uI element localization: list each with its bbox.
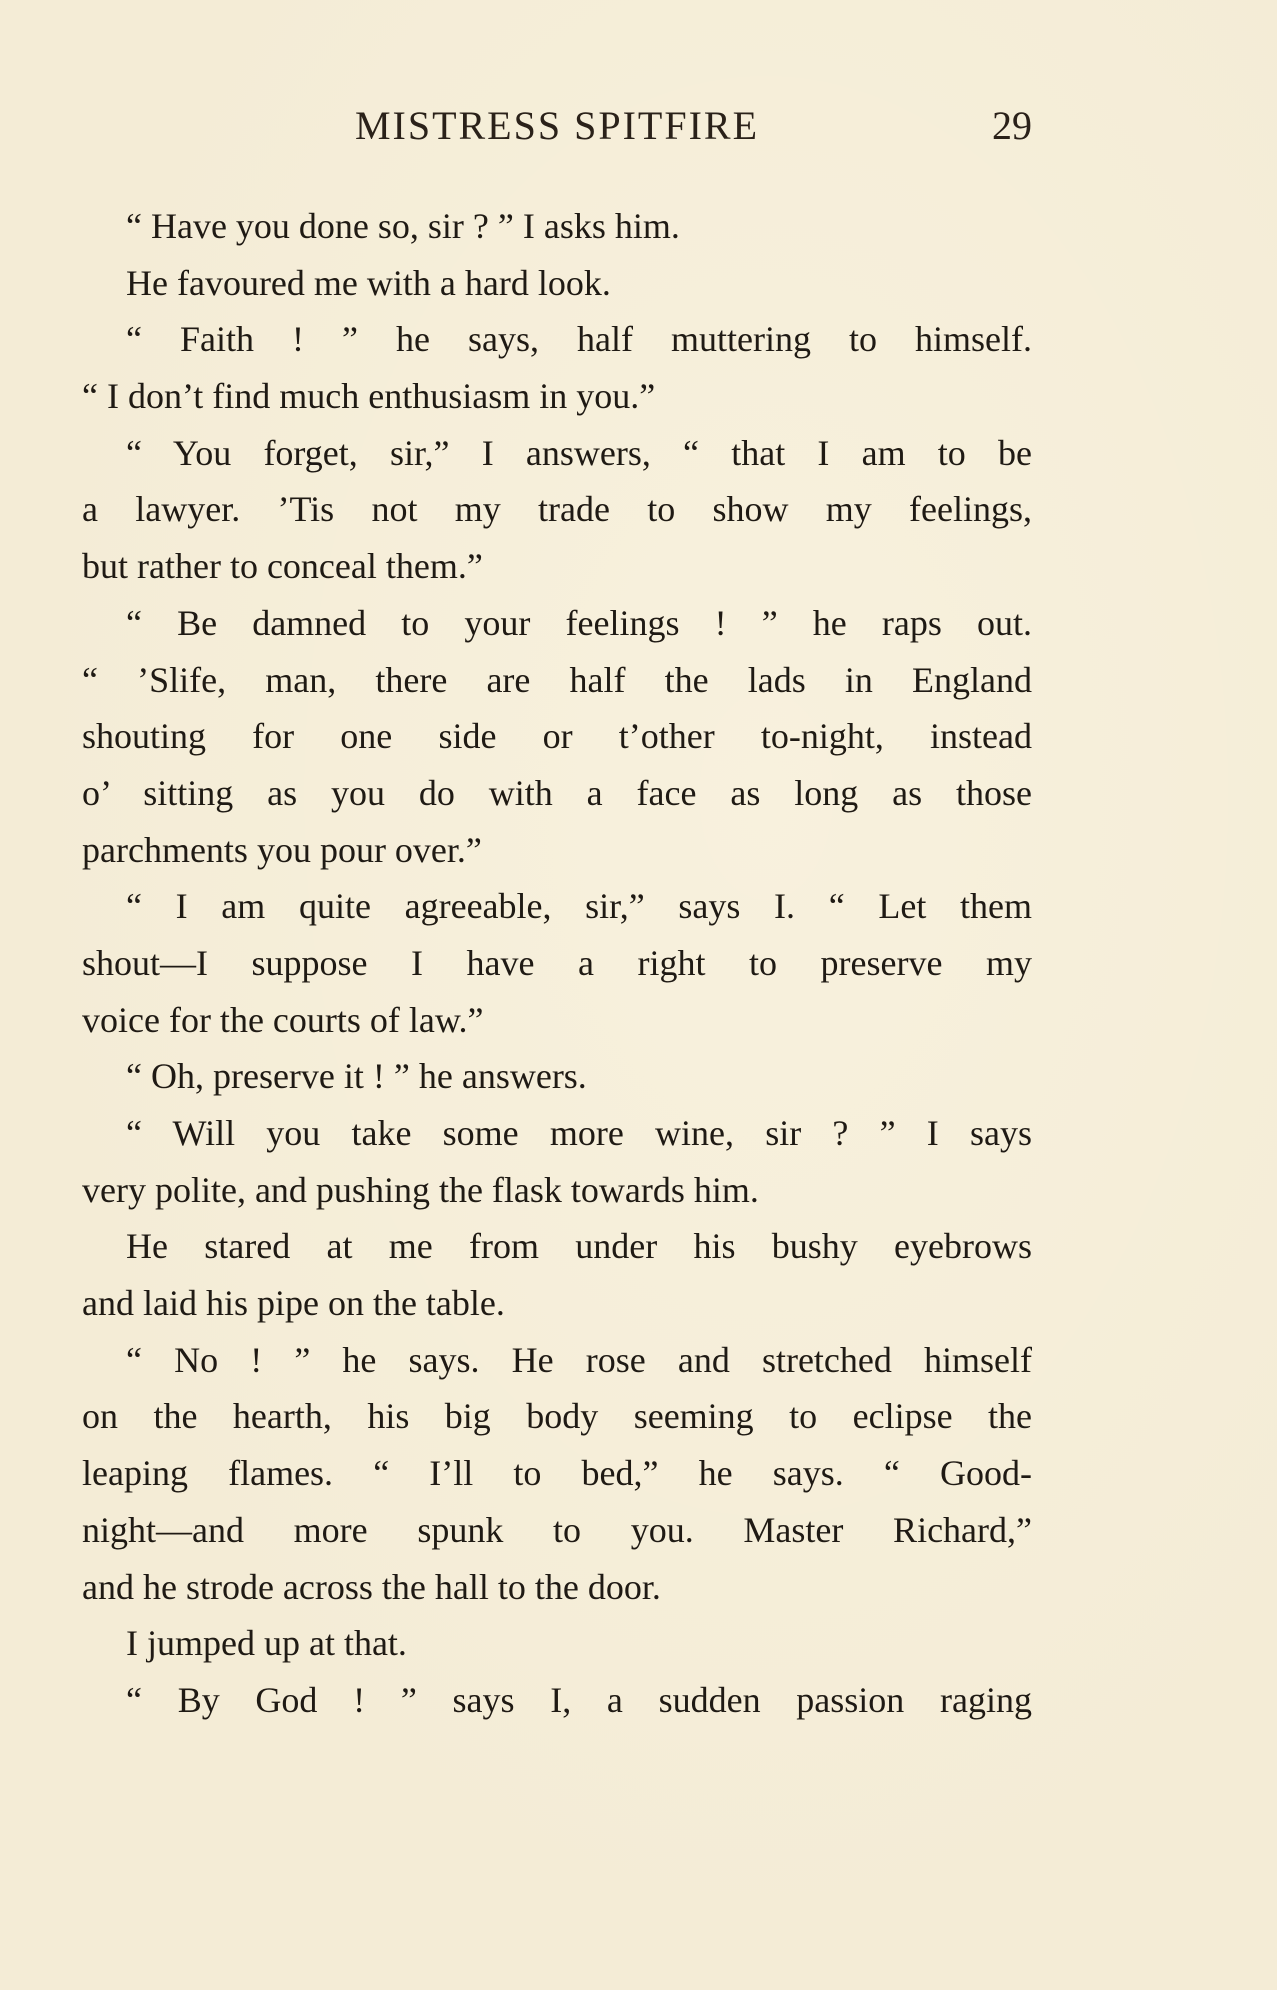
text-line: very polite, and pushing the flask towards him. bbox=[82, 1169, 759, 1210]
text-line: on the hearth, his big body seeming to eclipse the bbox=[82, 1396, 1032, 1437]
running-title: MISTRESS SPITFIRE bbox=[354, 103, 760, 148]
text-line: He stared at me from under his bushy eyebrows bbox=[126, 1226, 1032, 1267]
text-line: “ By God ! ” says I, a sudden passion raging bbox=[126, 1679, 1032, 1720]
text-line: and laid his pipe on the table. bbox=[82, 1283, 505, 1324]
text-line: “ Will you take some more wine, sir ? ” I says bbox=[126, 1113, 1032, 1153]
text-line: “ I don’t find much enthusiasm in you.” bbox=[82, 376, 656, 417]
text-line: “ ’Slife, man, there are half the lads in England bbox=[82, 659, 1032, 700]
text-line: voice for the courts of law.” bbox=[82, 999, 484, 1040]
text-line: “ Oh, preserve it ! ” he answers. bbox=[126, 1056, 587, 1097]
text-line: o’ sitting as you do with a face as long as those bbox=[82, 772, 1032, 813]
text-line: “ Have you done so, sir ? ” I asks him. bbox=[126, 206, 680, 246]
text-line: but rather to conceal them.” bbox=[82, 546, 483, 587]
text-line: “ No ! ” he says. He rose and stretched himself bbox=[126, 1339, 1032, 1380]
text-line: shout—I suppose I have a right to preserve my bbox=[82, 942, 1032, 983]
text-line: a lawyer. ’Tis not my trade to show my feelings, bbox=[82, 489, 1032, 530]
text-line: leaping flames. “ I’ll to bed,” he says. “ Good- bbox=[82, 1453, 1032, 1494]
text-line: parchments you pour over.” bbox=[82, 829, 482, 870]
text-line: “ I am quite agreeable, sir,” says I. “ Let them bbox=[126, 886, 1032, 927]
text-line: shouting for one side or t’other to-night, instead bbox=[82, 716, 1032, 757]
page-number: 29 bbox=[992, 103, 1032, 148]
text-line: and he strode across the hall to the door. bbox=[82, 1566, 661, 1607]
text-line: “ Be damned to your feelings ! ” he raps out. bbox=[126, 602, 1032, 643]
text-line: night—and more spunk to you. Master Richard,” bbox=[82, 1509, 1032, 1550]
text-line: He favoured me with a hard look. bbox=[126, 262, 611, 303]
body-text bbox=[82, 198, 1032, 1729]
text-line: “ You forget, sir,” I answers, “ that I am to be bbox=[126, 432, 1032, 473]
text-line: I jumped up at that. bbox=[126, 1623, 407, 1664]
running-head bbox=[82, 98, 1032, 158]
text-line: “ Faith ! ” he says, half muttering to himself. bbox=[126, 319, 1032, 360]
